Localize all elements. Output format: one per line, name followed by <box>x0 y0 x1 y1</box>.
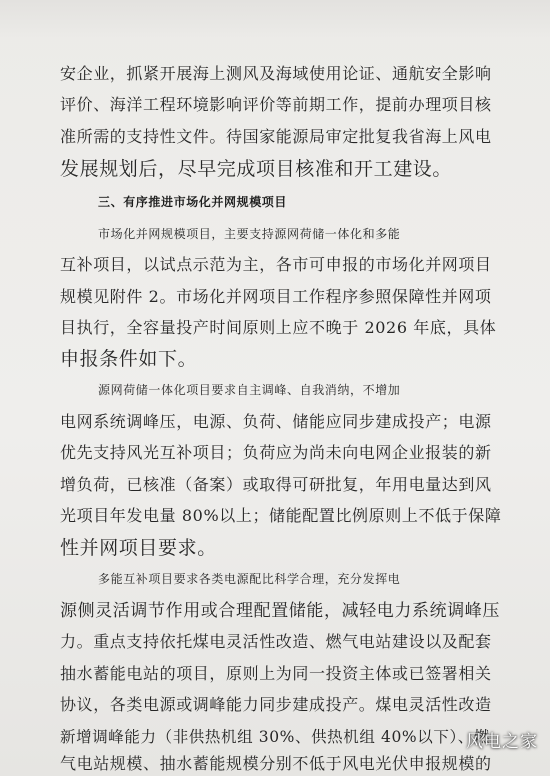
text-line: 协议，各类电源或调峰能力同步建成投产。煤电灵活性改造 <box>60 695 492 714</box>
text-line: 抽水蓄能电站的项目，原则上为同一投资主体或已签署相关 <box>60 664 492 683</box>
text-line: 电网系统调峰压，电源、负荷、储能应同步建成投产；电源 <box>60 412 492 431</box>
text-line: 增负荷，已核准（备案）或取得可研批复，年用电量达到风 <box>60 475 492 494</box>
paragraph-first-line: 市场化并网规模项目，主要支持源网荷储一体化和多能 <box>98 227 401 241</box>
text-line: 准所需的支持性文件。待国家能源局审定批复我省海上风电 <box>60 127 492 146</box>
text-line: 规模见附件 2。市场化并网项目工作程序参照保障性并网项 <box>60 287 492 306</box>
text-line: 互补项目，以试点示范为主，各市可申报的市场化并网项目 <box>60 255 492 274</box>
text-line: 源侧灵活调节作用或合理配置储能，减轻电力系统调峰压 <box>60 601 500 621</box>
text-line: 新增调峰能力（非供热机组 30%、供热机组 40%以下）、燃 <box>60 728 491 746</box>
page-shadow <box>0 0 550 40</box>
text-line: 目执行，全容量投产时间原则上应不晚于 2026 年底，具体 <box>60 318 497 337</box>
text-line: 气电站规模、抽水蓄能规模分别不低于风电光伏申报规模的 <box>60 754 492 773</box>
text-line: 性并网项目要求。 <box>60 537 217 559</box>
paragraph-first-line: 源网荷储一体化项目要求自主调峰、自我消纳，不增加 <box>98 383 401 397</box>
text-line: 优先支持风光互补项目；负荷应为尚未向电网企业报装的新 <box>60 443 492 462</box>
paragraph-first-line: 多能互补项目要求各类电源配比科学合理，充分发挥电 <box>98 572 401 586</box>
text-line: 光项目年发电量 80%以上；储能配置比例原则上不低于保障 <box>60 506 502 525</box>
section-heading: 三、有序推进市场化并网规模项目 <box>98 195 288 209</box>
text-line: 发展规划后，尽早完成项目核准和开工建设。 <box>60 158 453 180</box>
text-line: 力。重点支持依托煤电灵活性改造、燃气电站建设以及配套 <box>60 632 492 651</box>
text-line: 评价、海洋工程环境影响评价等前期工作，提前办理项目核 <box>60 95 492 114</box>
watermark-text: 风电之家 <box>466 732 538 752</box>
text-line: 安企业，抓紧开展海上测风及海域使用论证、通航安全影响 <box>60 64 492 83</box>
text-line: 申报条件如下。 <box>60 348 198 370</box>
